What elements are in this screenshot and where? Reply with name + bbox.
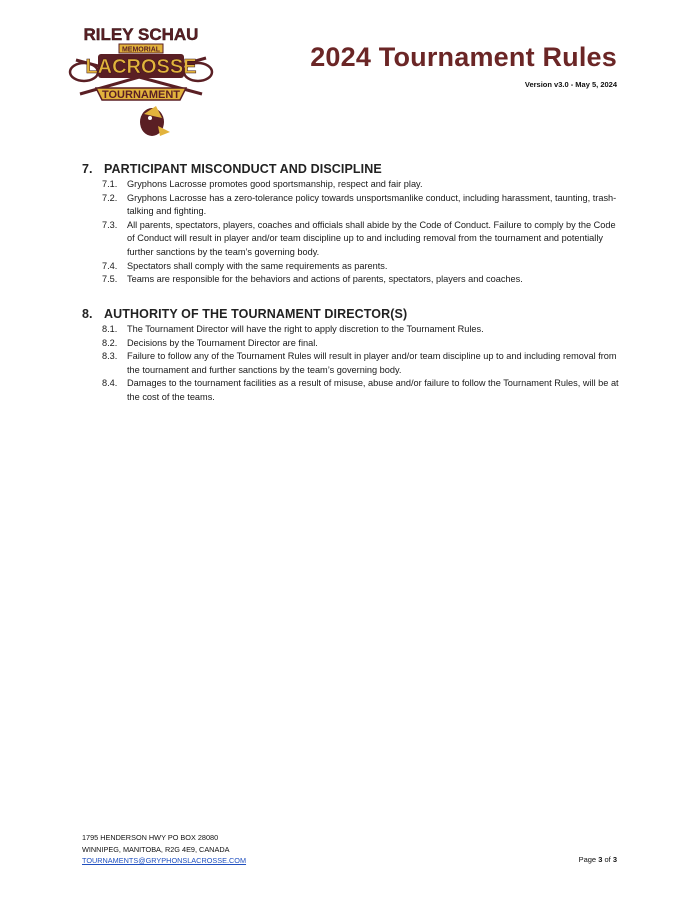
- rule-number: 7.2.: [102, 192, 118, 203]
- rule-item: [82, 178, 622, 192]
- rule-text: Teams are responsible for the behaviors and actions of parents, spectators, players and coaches.: [127, 274, 523, 285]
- logo-line4: TOURNAMENT: [101, 89, 181, 101]
- footer-address: [82, 832, 246, 867]
- rule-item: [82, 377, 622, 404]
- logo-line2: MEMORIAL: [121, 46, 161, 54]
- address-line-2: WINNIPEG, MANITOBA, R2G 4E9, CANADA: [82, 844, 230, 854]
- rule-item: [82, 219, 622, 260]
- rule-text: The Tournament Director will have the right to apply discretion to the Tournament Rules.: [127, 324, 484, 334]
- rule-item: [82, 323, 622, 337]
- rule-item: [82, 337, 622, 351]
- rule-text: All parents, spectators, players, coaches and officials shall abide by the Code of Conduct. Failure to comply by the Code of Conduct will result in player and/or team discipline up to and including removal from the tournament and potentially further sanctions by the team’s governing body.: [127, 219, 616, 257]
- section-participant-misconduct: [82, 162, 622, 287]
- section-title: PARTICIPANT MISCONDUCT AND DISCIPLINE: [104, 162, 382, 176]
- logo-line1: RILEY SCHAU: [83, 25, 199, 44]
- section-title: AUTHORITY OF THE TOURNAMENT DIRECTOR(S): [104, 307, 408, 321]
- email-link[interactable]: TOURNAMENTS@GRYPHONSLACROSSE.COM: [82, 856, 247, 865]
- rule-number: 7.4.: [102, 260, 118, 271]
- page-label: Page: [578, 855, 597, 864]
- page-total: 3: [612, 855, 617, 864]
- address-line-1: 1795 HENDERSON HWY PO BOX 28080: [82, 833, 219, 842]
- document-title: 2024 Tournament Rules: [310, 42, 617, 72]
- logo-line3: LACROSSE: [85, 56, 197, 78]
- logo-graphic: [66, 22, 216, 140]
- section-number: 8.: [82, 307, 93, 321]
- section-tournament-director-authority: [82, 307, 622, 405]
- rule-number: 8.3.: [102, 351, 118, 362]
- section-heading: [82, 162, 622, 176]
- rule-text: Failure to follow any of the Tournament Rules will result in player and/or team discipline up to and including removal from the tournament and further sanctions by the team’s governing body.: [127, 351, 617, 375]
- rule-item: [82, 192, 622, 219]
- tournament-logo: [66, 22, 216, 140]
- rule-number: 7.5.: [102, 274, 118, 285]
- section-number: 7.: [82, 162, 93, 176]
- page-current: 3: [598, 855, 603, 864]
- version-label: Version v3.0 - May 5, 2024: [524, 80, 617, 89]
- section-heading: [82, 307, 622, 321]
- rule-number: 7.1.: [102, 179, 118, 189]
- rule-text: Gryphons Lacrosse has a zero-tolerance policy towards unsportsmanlike conduct, including harassment, taunting, trash-talking and fighting.: [127, 192, 617, 217]
- rule-item: [82, 350, 622, 377]
- rule-text: Spectators shall comply with the same requirements as parents.: [127, 260, 388, 271]
- page-number: [579, 855, 617, 864]
- rule-number: 8.4.: [102, 378, 118, 389]
- rule-text: Damages to the tournament facilities as a result of misuse, abuse and/or failure to follow the Tournament Rules, will be at the cost of the teams.: [127, 378, 619, 402]
- rule-number: 8.2.: [102, 337, 118, 348]
- rule-number: 7.3.: [102, 219, 118, 230]
- rule-number: 8.1.: [102, 324, 118, 334]
- rule-text: Decisions by the Tournament Director are final.: [127, 337, 318, 348]
- page-of: of: [604, 855, 611, 864]
- rule-item: [82, 260, 622, 274]
- gryphon-mascot-icon: [140, 106, 170, 136]
- rule-text: Gryphons Lacrosse promotes good sportsmanship, respect and fair play.: [127, 179, 423, 189]
- rule-item: [82, 273, 622, 287]
